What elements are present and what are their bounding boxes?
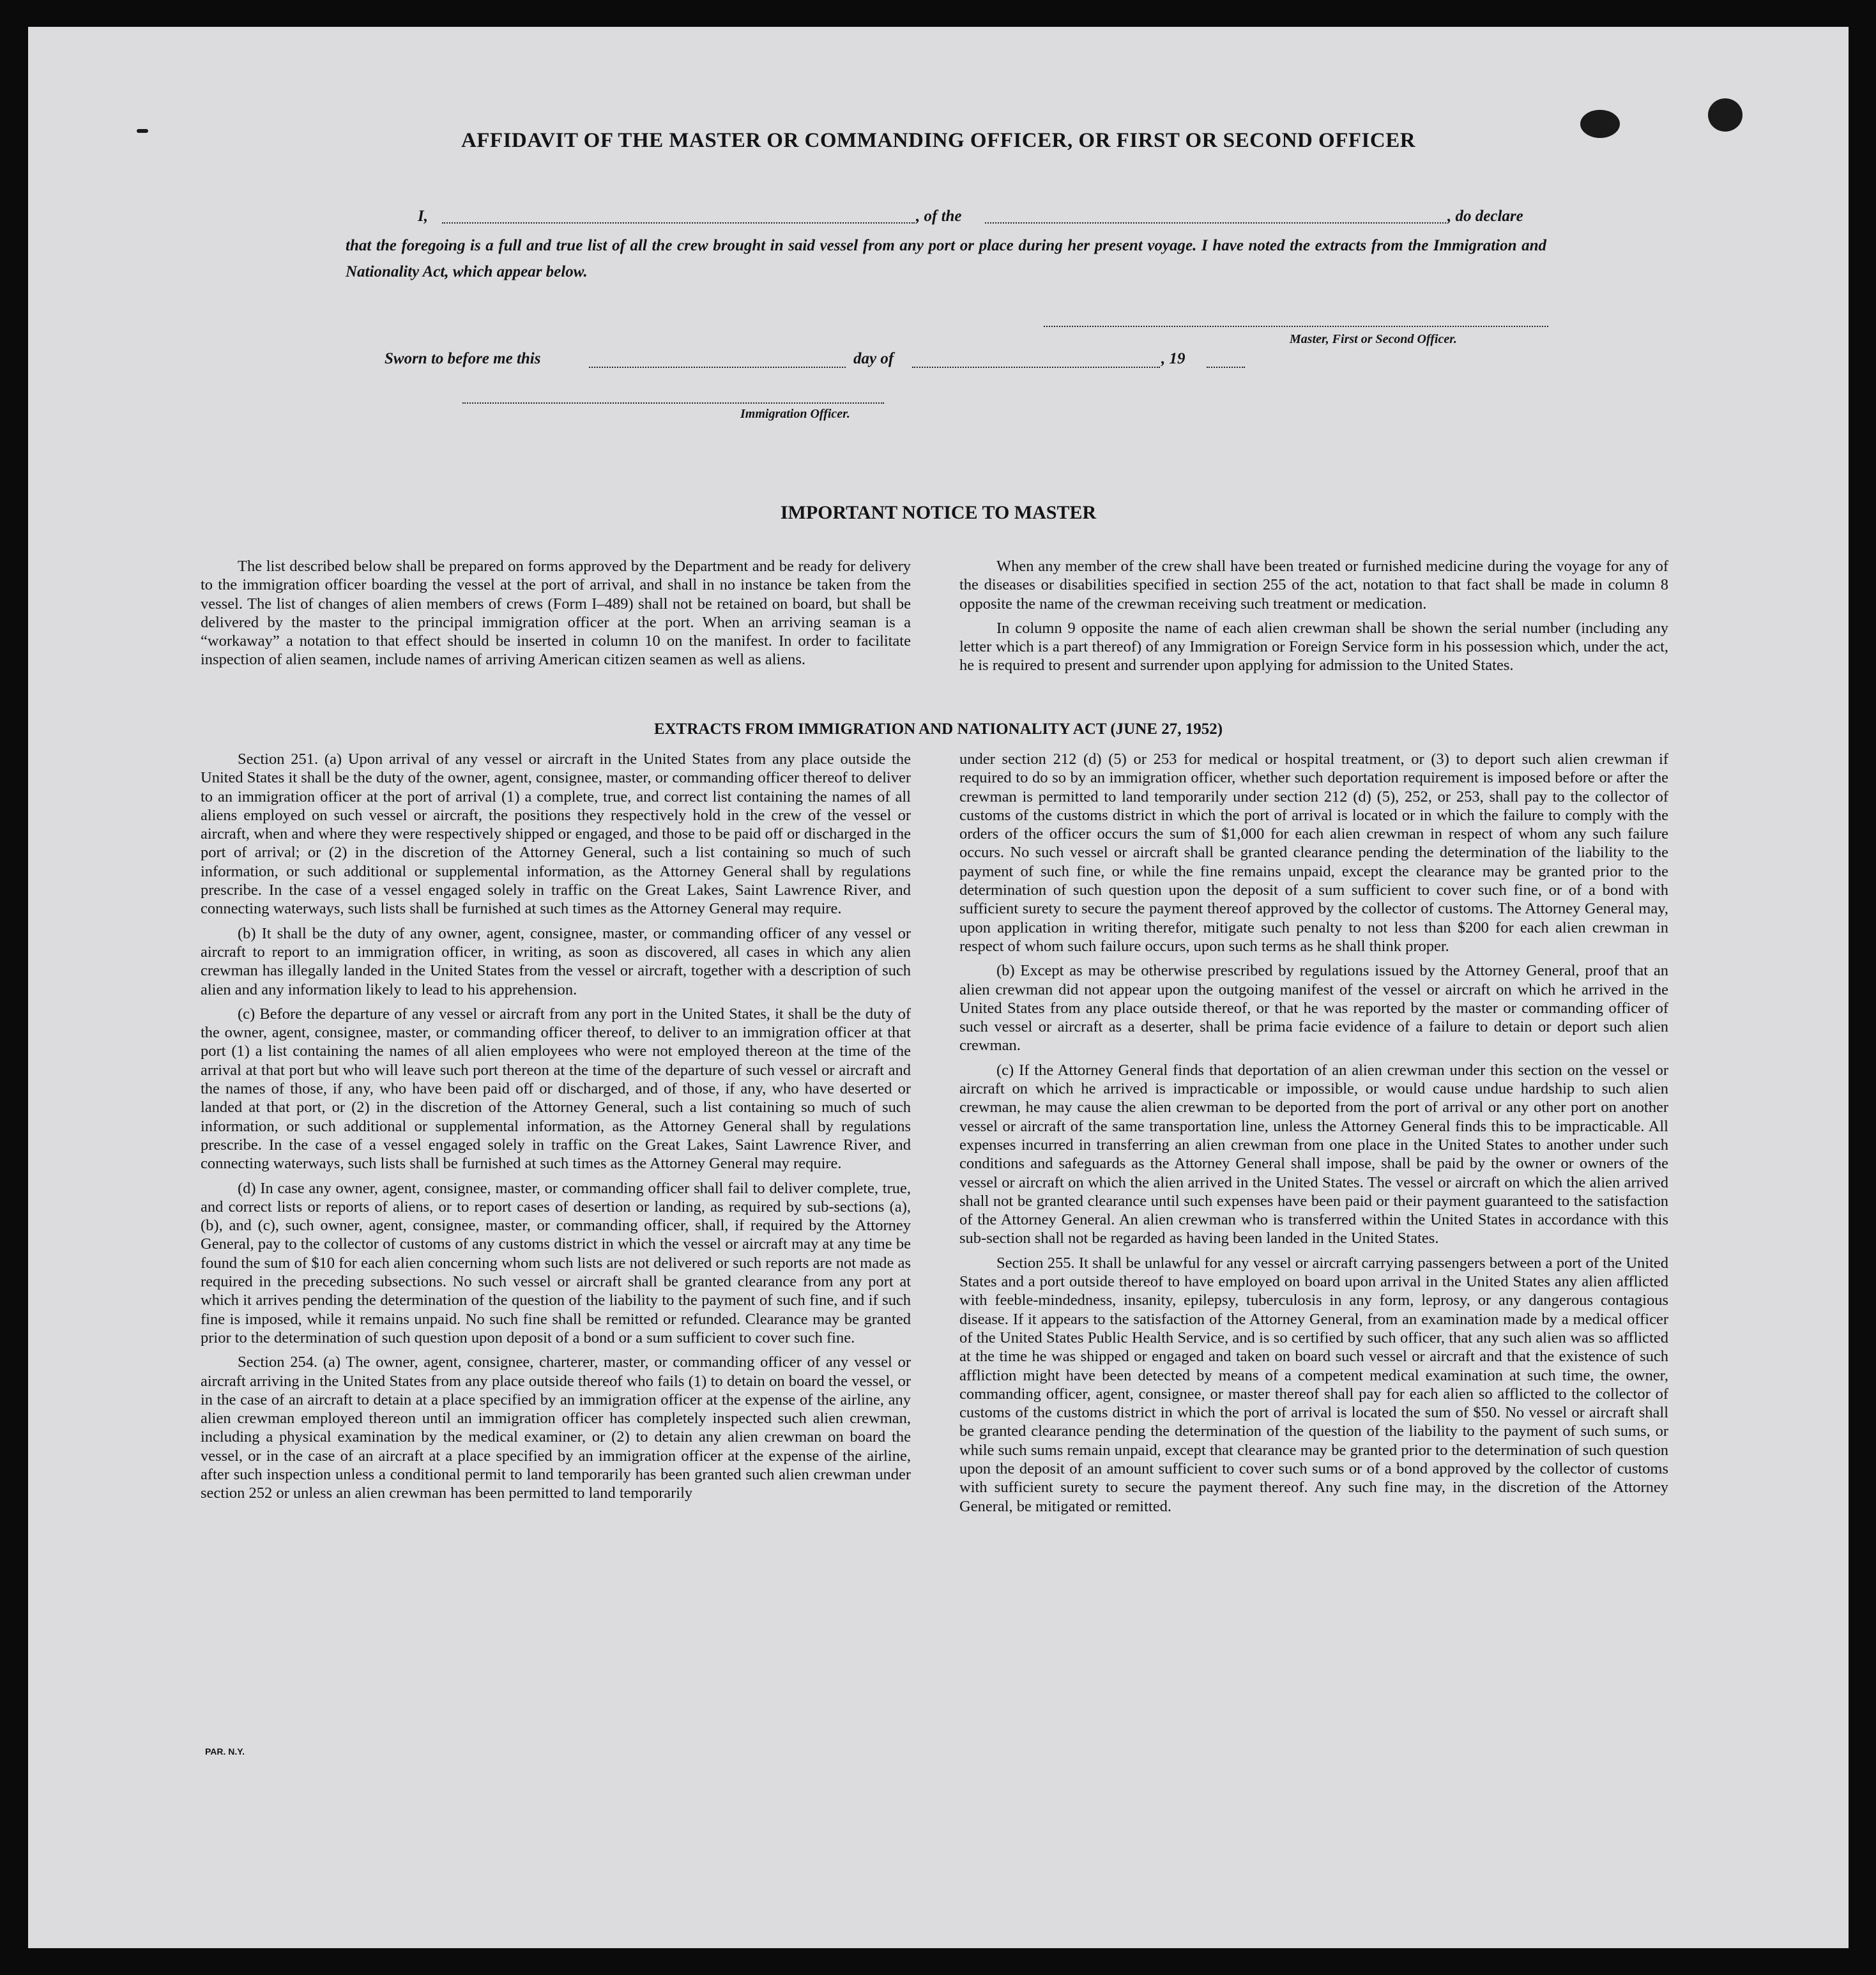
notice-title: IMPORTANT NOTICE TO MASTER <box>780 502 1097 523</box>
extracts-title: EXTRACTS FROM IMMIGRATION AND NATIONALITY ACT (JUNE 27, 1952) <box>653 721 1223 738</box>
notice-right-column <box>959 557 1668 681</box>
sworn-day-field[interactable] <box>589 367 846 368</box>
sworn-month-field[interactable] <box>912 367 1160 368</box>
ink-blot <box>1708 98 1743 132</box>
document-page <box>28 27 1849 1948</box>
section-251-d: (d) In case any owner, agent, consignee, master, or commanding officer shall fail to deliver complete, true, and correct lists or reports of aliens, or to report cases of desertion or landing, as required by sub-sections (a), (b), and (c), such owner, agent, consignee, master, or commanding officer, shall, if required by the Attorney General, pay to the collector of customs of any customs district in which the vessel or aircraft may at any time be found the sum of $10 for each alien concerning whom such lists are not delivered or such reports are not made as required in the preceding subsections. No such vessel or aircraft shall be granted clearance from any port at which it arrives pending the determination of the question of the liability to the payment of such fine, and if such fine is imposed, while it remains unpaid. No such fine shall be remitted or refunded. Clearance may be granted prior to the determination of such question upon deposit of a bond or a sum sufficient to cover such fine. <box>201 1179 911 1346</box>
section-255: Section 255. It shall be unlawful for any vessel or aircraft carrying passengers between a port of the United States and a port outside thereof to have employed on board upon arrival in the United States any alien afflicted with feeble-mindedness, insanity, epilepsy, tuberculosis in any form, leprosy, or any dangerous contagious disease. If it appears to the satisfaction of the Attorney General, from an examination made by a medical officer of the United States Public Health Service, and is so certified by such officer, that any such alien was so afflicted at the time he was shipped or engaged and taken on board such vessel or aircraft and that the existence of such affliction might have been detected by means of a competent medical examination at such time, the owner, commanding officer, agent, consignee, or master thereof shall pay for each alien so afflicted to the collector of customs of the customs district in which the port of arrival is located the sum of $50. No vessel or aircraft shall be granted clearance pending the determination of the question of the liability to the payment of such sums, or while such sums remain unpaid, except that clearance may be granted prior to the determination of such question upon the deposit of an amount sufficient to cover such sums or of a bond approved by the collector of customs with sufficient surety to secure the payment thereof. Any such fine may, in the discretion of the Attorney General, be mitigated or remitted. <box>959 1254 1668 1515</box>
section-254-a-continued: under section 212 (d) (5) or 253 for medical or hospital treatment, or (3) to deport such alien crewman if required to do so by an immigration officer, whether such deportation requirement is imposed before or after the crewman is permitted to land temporarily under section 212 (d) (5), 252, or 253, shall pay to the collector of customs of the customs district in which the port of arrival is located or in which the failure to comply with the orders of the officer occurs the sum of $1,000 for each alien crewman in respect of whom any such failure occurs. No such vessel or aircraft shall be granted clearance pending the determination of the liability to the payment of such fine, or while the fine remains unpaid, except the clearance may be granted prior to the determination of such question upon the deposit of a sum sufficient to cover such fine, or of a bond with sufficient surety to secure the payment thereof approved by the collector of customs. The Attorney General may, upon application in writing therefor, mitigate such penalty to not less than $200 for each alien crewman in respect of whom such failure occurs, upon such terms as he shall think proper. <box>959 751 1668 955</box>
of-the-label: , of the <box>916 208 962 225</box>
notice-paragraph: In column 9 opposite the name of each alien crewman shall be shown the serial number (including any letter which is a part thereof) of any Immigration or Foreign Service form in his possession which, under the act, he is required to present and surrender upon applying for admission to the United States. <box>959 619 1668 675</box>
notice-left-column <box>201 557 911 675</box>
declarant-name-field[interactable] <box>442 222 915 224</box>
officer-signature-field[interactable] <box>462 402 884 404</box>
section-254-b: (b) Except as may be otherwise prescribed by regulations issued by the Attorney General, proof that an alien crewman did not appear upon the outgoing manifest of the vessel or aircraft on which he arrived in the United States from any place outside thereof, or that he was reported by the master or commanding officer of such vessel or aircraft as a deserter, shall be prima facie evidence of a failure to detain or deport such alien crewman. <box>959 962 1668 1055</box>
do-declare-label: , do declare <box>1447 208 1523 225</box>
sworn-label: Sworn to before me this <box>385 350 541 367</box>
day-of-label: day of <box>853 350 894 367</box>
section-254-c: (c) If the Attorney General finds that deportation of an alien crewman under this section on the vessel or aircraft on which he arrived is impracticable or impossible, or would cause undue hardship to such alien crewman, he may cause the alien crewman to be deported from the port of arrival or any other port on another vessel or aircraft of the same transportation line, unless the Attorney General finds this to be impracticable. All expenses incurred in transferring an alien crewman from one place in the United States to another under such conditions and safeguards as the Attorney General shall impose, shall be paid by the owner or owners of the vessel or aircraft on which the alien arrived in the United States. The vessel or aircraft on which the alien arrived shall not be granted clearance until such expenses have been paid or their payment guaranteed to the satisfaction of the Attorney General. An alien crewman who is transferred within the United States in accordance with this sub-section shall not be regarded as having been landed in the United States. <box>959 1061 1668 1247</box>
vessel-name-field[interactable] <box>985 222 1446 224</box>
extracts-left-column <box>201 750 911 1509</box>
year-label: , 19 <box>1161 350 1186 367</box>
printer-mark: PAR. N.Y. <box>205 1746 245 1757</box>
notice-paragraph: When any member of the crew shall have been treated or furnished medicine during the voyage for any of the diseases or disabilities specified in section 255 of the act, notation to that fact shall be made in column 8 opposite the name of the crewman receiving such treatment or medication. <box>959 558 1668 613</box>
master-signature-field[interactable] <box>1044 326 1548 327</box>
officer-caption: Immigration Officer. <box>740 407 850 421</box>
section-254-a: Section 254. (a) The owner, agent, consignee, charterer, master, or commanding officer of any vessel or aircraft arriving in the United States from any place outside thereof who fails (1) to detain on board the vessel, or in the case of an aircraft to detain at a place specified by an immigration officer at the expense of the airline, any alien crewman employed thereon until an immigration officer has completely inspected such alien crewman, including a physical examination by the medical examiner, or (2) to detain any alien crewman on board the vessel, or in the case of an aircraft at a place specified by an immigration officer at the expense of the airline, after such inspection unless a conditional permit to land temporarily has been granted such alien crewman under section 252 or unless an alien crewman has been permitted to land temporarily <box>201 1354 911 1502</box>
sworn-year-field[interactable] <box>1207 367 1245 368</box>
declaration-text: that the foregoing is a full and true list of all the crew brought in said vessel from any port or place during her present voyage. I have noted the extracts from the Immigration and Nationality Act, which appear below. <box>346 237 1546 280</box>
section-251-b: (b) It shall be the duty of any owner, agent, consignee, master, or commanding officer of any vessel or aircraft to report to an immigration officer, in writing, as soon as discovered, all cases in which any alien crewman has illegally landed in the United States from the vessel or aircraft, together with a description of such alien and any information likely to lead to his apprehension. <box>201 924 911 998</box>
affidavit-title: AFFIDAVIT OF THE MASTER OR COMMANDING OFFICER, OR FIRST OR SECOND OFFICER <box>461 129 1416 152</box>
affidavit-i-label: I, <box>418 208 428 225</box>
section-251-c: (c) Before the departure of any vessel or aircraft from any port in the United States, it shall be the duty of the owner, agent, consignee, master, or commanding officer thereof, to deliver to an immigration officer at that port (1) a list containing the names of all alien employees who were not employed thereon at the time of the arrival at that port but who will leave such port thereon at the time of the departure of such vessel or aircraft and the names of those, if any, who have been paid off or discharged, and of those, if any, who have deserted or landed at that port, or (2) in the discretion of the Attorney General, such a list containing so much of such information, or such additional or supplemental information, as the Attorney General shall by regulations prescribe. In the case of a vessel engaged solely in traffic on the Great Lakes, Saint Lawrence River, and connecting waterways, such lists shall be furnished at such times as the Attorney General may require. <box>201 1005 911 1173</box>
extracts-right-column <box>959 750 1668 1521</box>
section-251-a: Section 251. (a) Upon arrival of any vessel or aircraft in the United States from any place outside the United States it shall be the duty of the owner, agent, consignee, master, or commanding officer thereof to deliver to an immigration officer at the port of arrival (1) a complete, true, and correct list containing the names of all aliens employed on such vessel or aircraft, the positions they respectively hold in the crew of the vessel or aircraft, when and where they were respectively shipped or engaged, and those to be paid off or discharged in the port of arrival; or (2) in the discretion of the Attorney General, such a list containing so much of such information, or such additional or supplemental information, as the Attorney General shall by regulations prescribe. In the case of a vessel engaged solely in traffic on the Great Lakes, Saint Lawrence River, and connecting waterways, such lists shall be furnished at such times as the Attorney General may require. <box>201 751 911 918</box>
master-caption: Master, First or Second Officer. <box>1290 332 1457 346</box>
notice-paragraph: The list described below shall be prepared on forms approved by the Department and be ready for delivery to the immigration officer boarding the vessel at the port of arrival, and shall in no instance be taken from the vessel. The list of changes of alien members of crews (Form I–489) shall not be retained on board, but shall be delivered by the master to the principal immigration officer at the port. When an arriving seaman is a “workaway” a notation to that effect should be inserted in column 10 on the manifest. In order to facilitate inspection of alien seamen, include names of arriving American citizen seamen as well as aliens. <box>201 558 911 669</box>
